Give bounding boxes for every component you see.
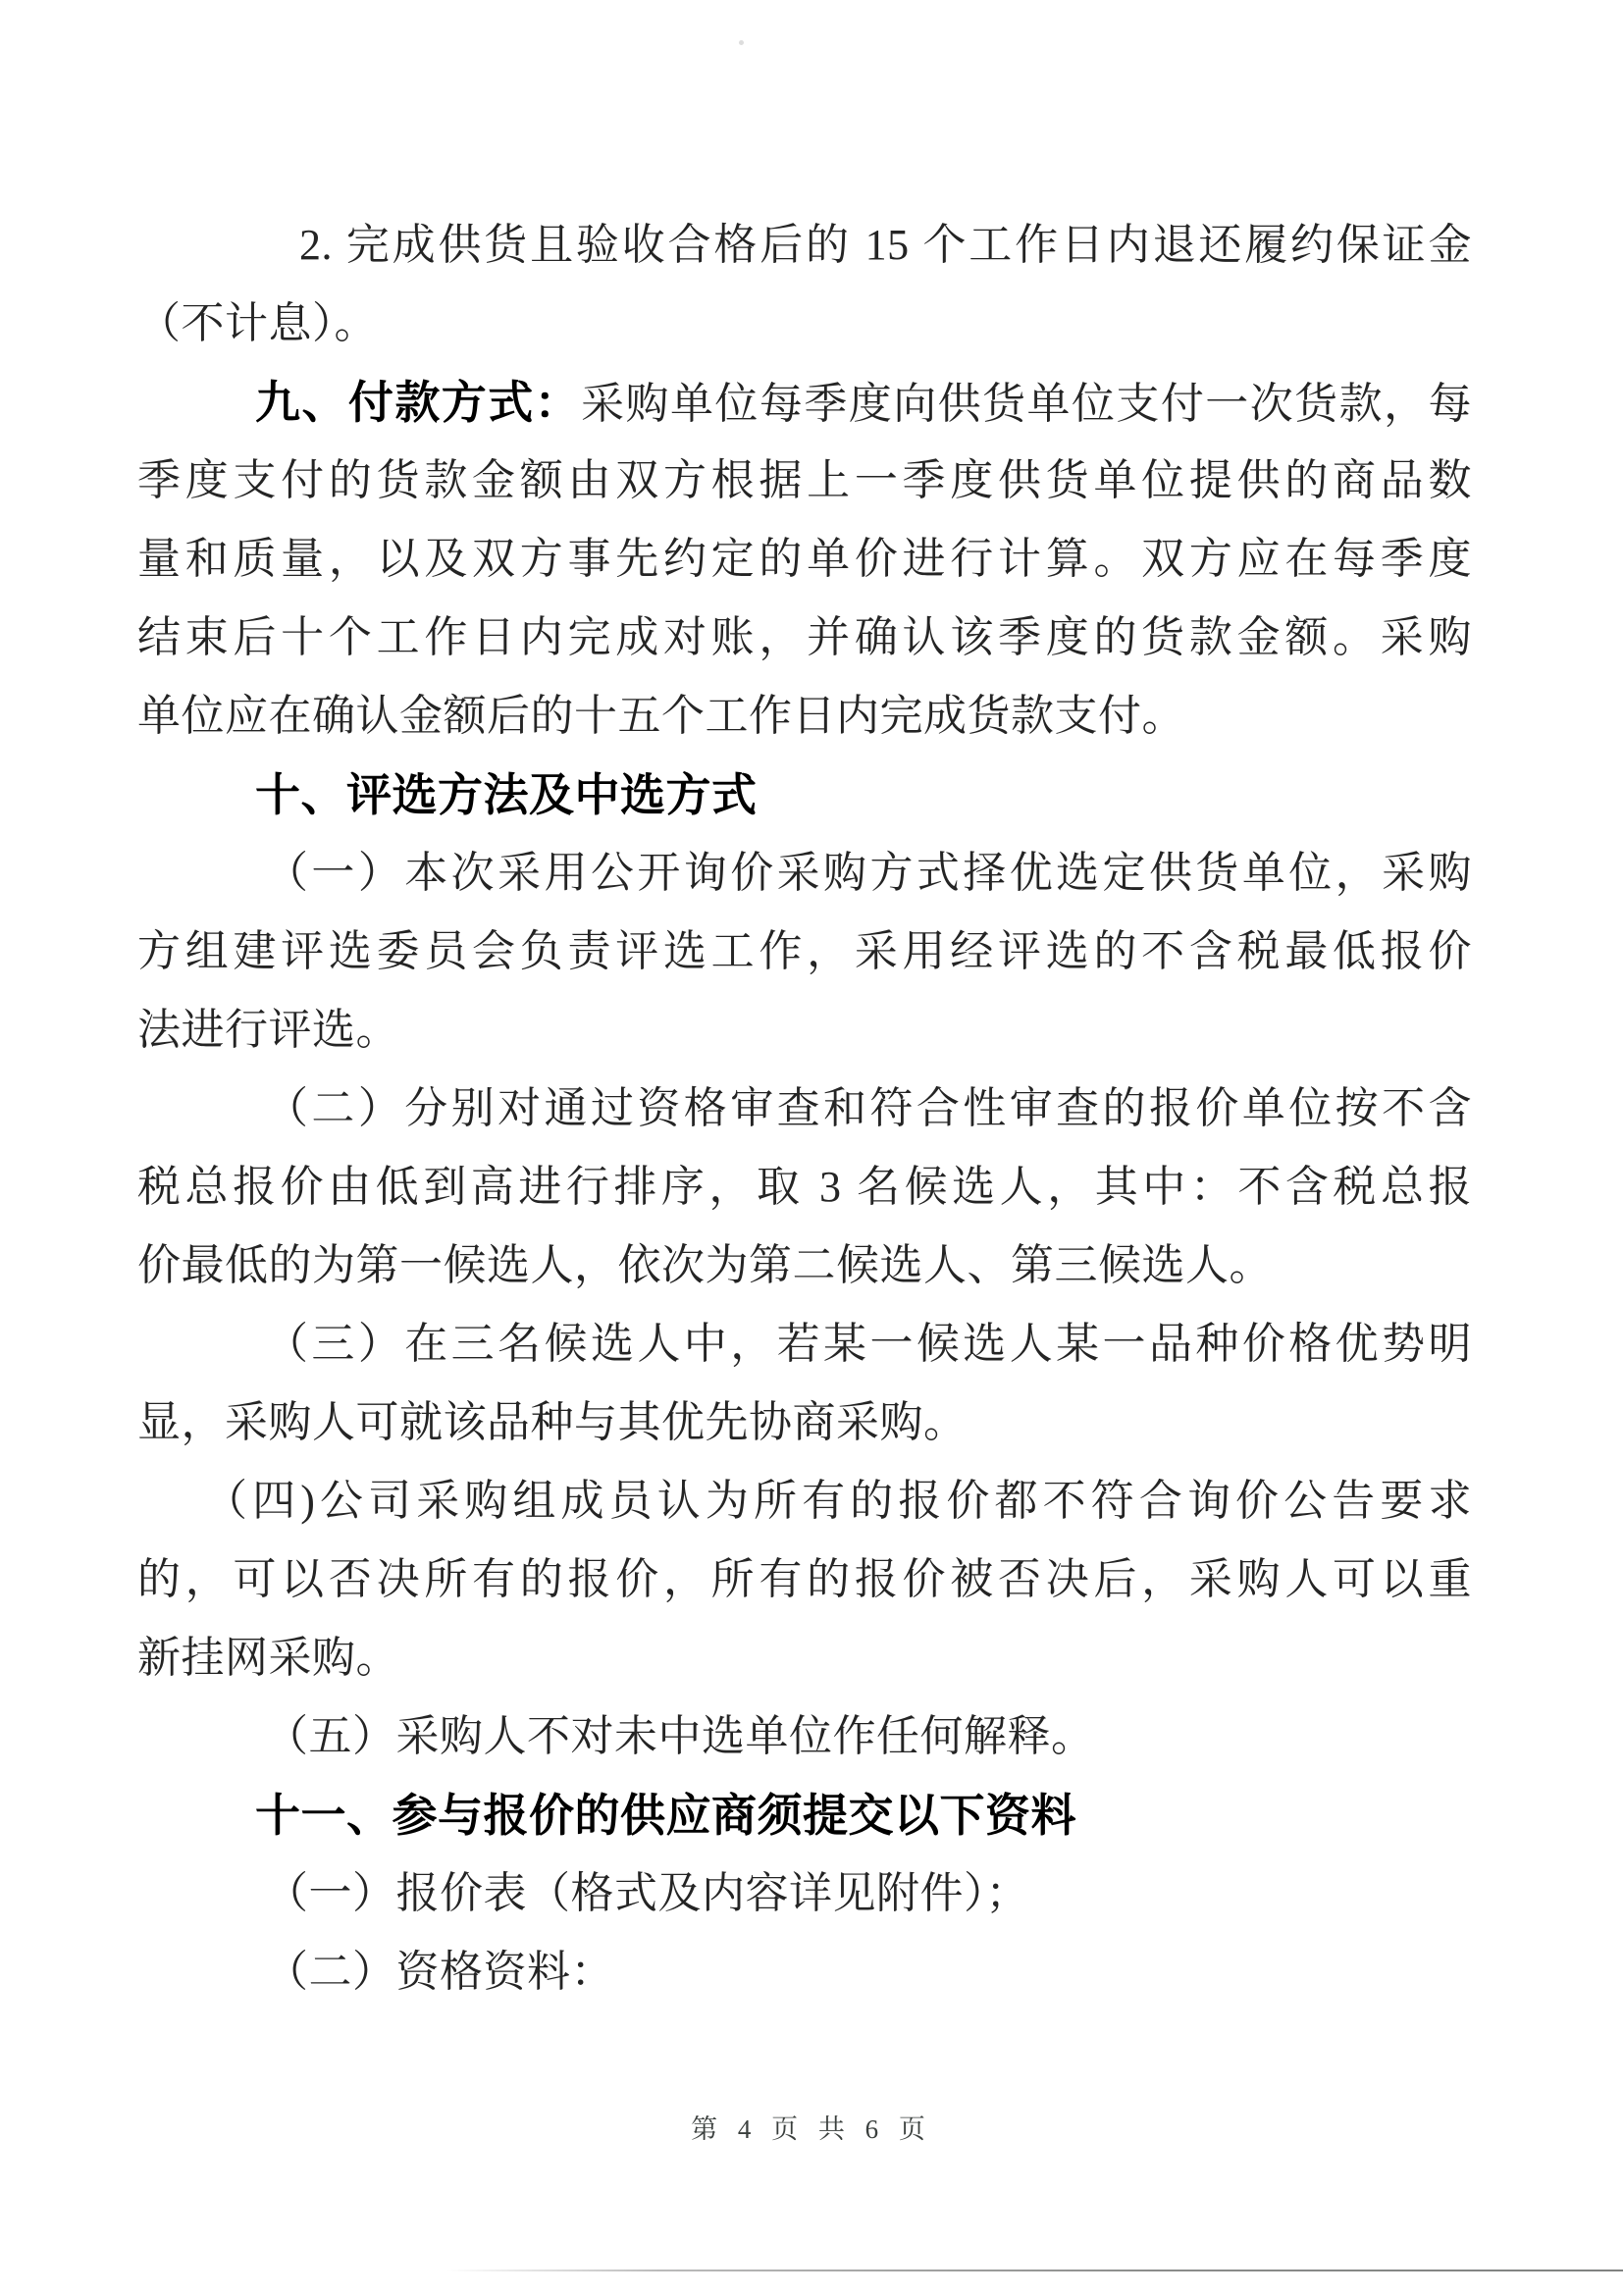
scan-speck <box>739 40 744 45</box>
page-footer: 第 4 页 共 6 页 <box>691 2114 932 2144</box>
paragraph-text: 采购单位每季度向供货单位支付一次货款，每 <box>581 380 1472 428</box>
section-heading: 十一、参与报价的供应商须提交以下资料 <box>255 1790 1076 1841</box>
paragraph-line: 法进行评选。 <box>137 1006 399 1054</box>
paragraph-line: （二）分别对通过资格审查和符合性审查的报价单位按不含 <box>265 1084 1472 1132</box>
section-heading: 十、评选方法及中选方式 <box>255 769 758 820</box>
paragraph-line: （三）在三名候选人中，若某一候选人某一品种价格优势明 <box>265 1320 1472 1368</box>
paragraph-line: （五）采购人不对未中选单位作任何解释。 <box>265 1712 1095 1760</box>
paragraph-line: 季度支付的货款金额由双方根据上一季度供货单位提供的商品数 <box>137 456 1472 504</box>
paragraph-line: 方组建评选委员会负责评选工作，采用经评选的不含税最低报价 <box>137 927 1472 975</box>
paragraph-line: 显，采购人可就该品种与其优先协商采购。 <box>137 1398 968 1446</box>
scan-artifact-line <box>446 2270 1623 2271</box>
paragraph-line: 价最低的为第一候选人，依次为第二候选人、第三候选人。 <box>137 1241 1273 1289</box>
paragraph-line: 结束后十个工作日内完成对账，并确认该季度的货款金额。采购 <box>137 613 1472 661</box>
paragraph-line: （一）本次采用公开询价采购方式择优选定供货单位，采购 <box>265 849 1472 897</box>
paragraph-line: （一）报价表（格式及内容详见附件）； <box>265 1869 1029 1917</box>
paragraph-line: （二）资格资料： <box>265 1948 614 1996</box>
section-heading-inline: 九、付款方式： <box>255 377 582 428</box>
paragraph-line: 量和质量，以及双方事先约定的单价进行计算。双方应在每季度 <box>137 535 1472 583</box>
document-body <box>137 206 1472 2011</box>
paragraph-line: 2. 完成供货且验收合格后的 15 个工作日内退还履约保证金 <box>299 221 1472 269</box>
paragraph-line: 单位应在确认金额后的十五个工作日内完成货款支付。 <box>137 692 1185 740</box>
paragraph-line: （不计息）。 <box>137 299 378 347</box>
paragraph-line: 新挂网采购。 <box>137 1634 399 1682</box>
paragraph-line: （四)公司采购组成员认为所有的报价都不符合询价公告要求 <box>204 1477 1472 1525</box>
paragraph-line <box>137 363 1472 442</box>
paragraph-line: 的，可以否决所有的报价，所有的报价被否决后，采购人可以重 <box>137 1555 1472 1603</box>
paragraph-line: 税总报价由低到高进行排序，取 3 名候选人，其中：不含税总报 <box>137 1163 1472 1211</box>
